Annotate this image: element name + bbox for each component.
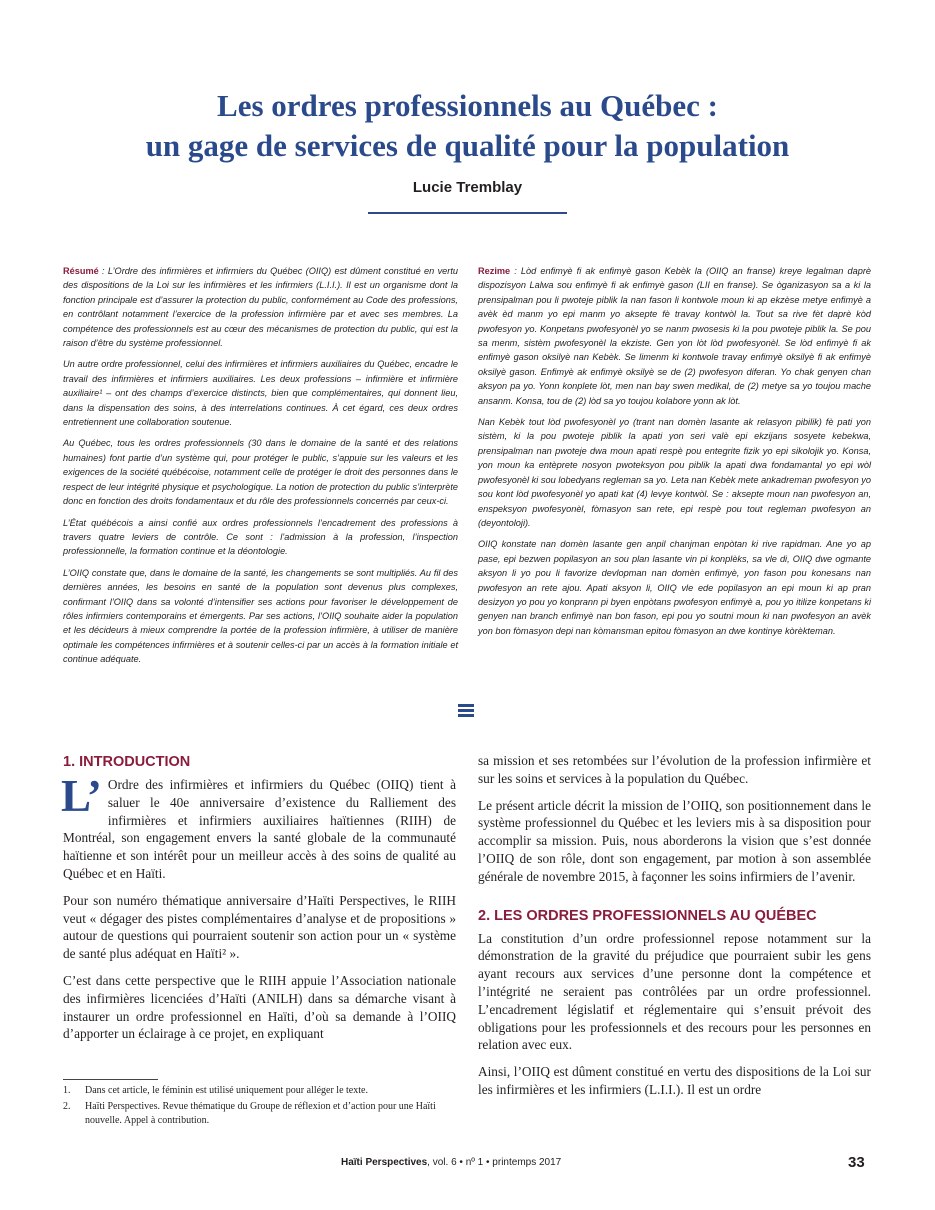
abstract-french (63, 264, 458, 674)
body-column-right (478, 752, 871, 1108)
section-divider-icon (458, 704, 474, 718)
abstract-fr-para-5: L’OIIQ constate que, dans le domaine de la santé, les changements se sont multipliés. Au fil des dernières années, les besoins en santé de la population sont devenus plus complexes, confirmant l’OIIQ dans sa volonté d’intensifier ses actions pour favoriser le développement de rôles infirmiers contemporains et émergents. Par ses actions, l’OIIQ souhaite aider la population et les décideurs à mieux comprendre la portée de la profession infirmière, à utiliser de manière optimale les compétences infirmières et à soutenir celles-ci par un accès à la formation initiale et continue adéquate. (63, 567, 458, 665)
title-line-2: un gage de services de qualité pour la population (145, 128, 790, 163)
abstract-fr-label: Résumé (63, 266, 99, 276)
abstract-creole (478, 264, 871, 645)
body-para-4: sa mission et ses retombées sur l’évolution de la profession infirmière et sur les soins et services à la population du Québec. (478, 753, 871, 786)
body-column-left (63, 752, 456, 1052)
abstract-ht-label: Rezime (478, 266, 511, 276)
body-para-5: Le présent article décrit la mission de l’OIIQ, son positionnement dans le système professionnel du Québec et les leviers mis à sa disposition pour accomplir sa mission. Puis, nous aborderons la vision que s’est donnée l’OIIQ de son rôle, dont son engagement, par motion à son assemblée générale de novembre 2015, à façonner les soins infirmiers de l’avenir. (478, 797, 871, 884)
footnote-number: 1. (63, 1085, 71, 1096)
footnote-text: Haïti Perspectives. Revue thématique du Groupe de réflexion et d’action pour une Haïti nouvelle. Appel à contribution. (85, 1101, 436, 1126)
abstract-ht-para-3: OIIQ konstate nan domèn lasante gen anpil chanjman enpòtan ki rive rapidman. Ane yo ap pase, epi bezwen popilasyon an sou plan lasante vin pi konplèks, sa vle di, OIIQ dwe ogmante aksyon li yo pou li favorize devlopman nan domèn enfimyè, yon fason pou konesans nan pwofesyon an rete ajou. Apati aksyon li, OIIQ vle ede popilasyon an epi moun ki ap pran desizyon yo pou yo konprann pi byen enpòtans pwofesyon enfimyè a, pou yo itilize konpetans ki genyen nan branch enfimyè nan bon fason, epi pou yo soutni moun ki nan pwofesyon an avèk yon bon fòmasyon depi nan kòmansman epitou fòmasyon an dwe kontinye kòrèkteman. (478, 539, 871, 636)
body-para-7: Ainsi, l’OIIQ est dûment constitué en vertu des dispositions de la Loi sur les infirmières et les infirmiers (L.I.I.). Il est un ordre (478, 1064, 871, 1097)
footnote-rule (63, 1079, 158, 1080)
page-number: 33 (848, 1154, 865, 1171)
footnotes (63, 1084, 456, 1130)
body-para-6: La constitution d’un ordre professionnel repose notamment sur la démonstration de la gravité du préjudice que pourraient subir les gens ayant recours aux services d’une personne dont la compétence et l’intégrité ne seraient pas contrôlées par un ordre professionnel. L’encadrement législatif et réglementaire qui s’ensuit prévoit des obligations pour les professionnels et des recours pour les personnes en relation avec eux. (478, 930, 871, 1053)
footnote-text: Dans cet article, le féminin est utilisé uniquement pour alléger le texte. (85, 1085, 368, 1096)
journal-citation (341, 1156, 561, 1170)
footnote-number: 2. (63, 1101, 71, 1113)
abstract-fr-para-1 (63, 264, 458, 350)
article-title (0, 86, 935, 166)
abstract-fr-para-3: Au Québec, tous les ordres professionnels (30 dans le domaine de la santé et des relations humaines) font partie d’un système qui, pour protéger le public, s’appuie sur les valeurs et les exigences de la société québécoise, notamment celle de protéger le droit des personnes dans le respect de leur intégrité physique et psychologique. La notion de protection du public s’interprète donc en fonction des droits fondamentaux et du rôle des professionnels concernés par ceux-ci. (63, 438, 458, 507)
abstract-fr-para-4: L’État québécois a ainsi confié aux ordres professionnels l’encadrement des professions à travers quatre leviers de contrôle. Ce sont : l’admission à la profession, l’inspection professionnelle, la formation continue et la déontologie. (63, 517, 458, 557)
section-1-heading: 1. INTRODUCTION (63, 754, 191, 770)
abstract-fr-text-1: : L’Ordre des infirmières et infirmiers du Québec (OIIQ) est dûment constitué en vertu des dispositions de la Loi sur les infirmières et les infirmiers (L.I.I.). Il est un organisme dont la fonction principale est d’assurer la protection du public, conformément au Code des professions, en contrôlant notamment l’exercice de la profession infirmière par et avec ses membres. La compétence des professionnels est au cœur des mécanismes de protection du public, qui est la raison d’être du système professionnel. (63, 266, 458, 349)
footnote (63, 1084, 456, 1097)
body-para-1-text: Ordre des infirmières et infirmiers du Québec (OIIQ) tient à saluer le 40e anniversaire d’existence du Ralliement des infirmières et infirmiers auxiliaires haïtiennes (RIIH) de Montréal, son engagement envers la santé globale de la communauté haïtienne et son intérêt pour un meilleur accès à des soins de qualité au Québec et en Haïti. (63, 777, 456, 881)
author-rule (368, 212, 567, 214)
drop-cap: L’ (61, 771, 102, 821)
body-para-3: C’est dans cette perspective que le RIIH appuie l’Association nationale des infirmières licenciées d’Haïti (ANILH) dans sa démarche visant à instaurer un ordre professionnel en Haïti, d’où sa demande à l’OIIQ d’apporter un éclairage à ce projet, en expliquant (63, 972, 456, 1042)
abstract-fr-para-2: Un autre ordre professionnel, celui des infirmières et infirmiers auxiliaires du Québec, encadre le travail des infirmières et infirmiers auxiliaires. Les deux professions – infirmière et infirmière auxiliaire¹ – ont des champs d’exercice distincts, bien que complémentaires, qui donnent lieu, dans la dispensation des soins, à des interrelations continues. À cet égard, ces deux ordres entretiennent une collaboration soutenue. (63, 359, 458, 428)
author-name: Lucie Tremblay (412, 179, 523, 196)
title-line-1: Les ordres professionnels au Québec : (217, 88, 718, 123)
journal-issue: , vol. 6 • nº 1 • printemps 2017 (427, 1157, 562, 1168)
body-para-2: Pour son numéro thématique anniversaire d’Haïti Perspectives, le RIIH veut « dégager des pistes complémentaires d’analyse et de propositions » autour de questions qui pourraient soutenir son action pour un « système de santé plus adéquat en Haïti² ». (63, 892, 456, 962)
abstract-ht-para-1 (478, 264, 871, 408)
abstract-ht-text-1: : Lòd enfimyè fi ak enfimyè gason Kebèk la (OIIQ an franse) kreye legalman daprè dispozisyon Lalwa sou enfimyè fi ak enfimyè gason (LII en franse). Se òganizasyon sa a ki la prensipalman pou li pwoteje piblik la nan fason li kontwole moun ki ap ekzèse metye enfimyè a avèk èd manm yo epi manm yo aksepte fè travay kontwòl la. Tout sa rive fèt daprè kòd pwofesyon yo. Konpetans pwofesyonèl yo se nanm pwosesis ki la pou pwoteje piblik la. Se pou sa menm, sistèm pwofesyonèl la ekziste. Gen yon lòt lòd pwofesyonèl. Se lòd enfimyè fi ak enfimyè gason oksilyè nan Kebèk. Se limenm ki kontwole travay enfimyè oksilyè fi ak enfimyè oksilyè gason. Enfimyè ak enfimyè oksilyè se de (2) pwofesyon diferan. Yo chak genyen chan aksyon pa yo. Yonn konplete lòt, men nan bay swen medikal, de (2) metye sa yo toujou mache ansanm. Konsa, tou de (2) lòd sa yo toujou kolabore yonn ak lòt. (478, 266, 871, 406)
body-para-1 (61, 771, 456, 883)
abstract-ht-para-2: Nan Kebèk tout lòd pwofesyonèl yo (trant nan domèn lasante ak relasyon pibilik) fè pati yon sistèm, ki la pou pwoteje piblik la apati yon seri valè epi ekzijans sosyete kebekwa, prensipalman nan pwoteje dwa moun apati respè pou entegrite fizik yo epi sikolojik yo. Konsa, yon moun ka entèprete nosyon pwoteksyon pou piblik la apati dwa fondamantal yo epi wòl pwofesyonèl ki sou lobedyans regleman sa yo. Leta nan Kebèk mete ankadreman pwofesyon yo sou kont lòd pwofesyonèl yo apati kat (4) levye kontwòl. Se : aksepte moun nan pwofesyon an, enspeksyon pwofesyonèl, fòmasyon san rete, epi respè pou tout regleman pwofesyon an (deyontoloji). (478, 417, 871, 528)
section-2-heading: 2. LES ORDRES PROFESSIONNELS AU QUÉBEC (478, 907, 817, 924)
footnote (63, 1100, 456, 1127)
journal-name: Haïti Perspectives (341, 1157, 428, 1168)
